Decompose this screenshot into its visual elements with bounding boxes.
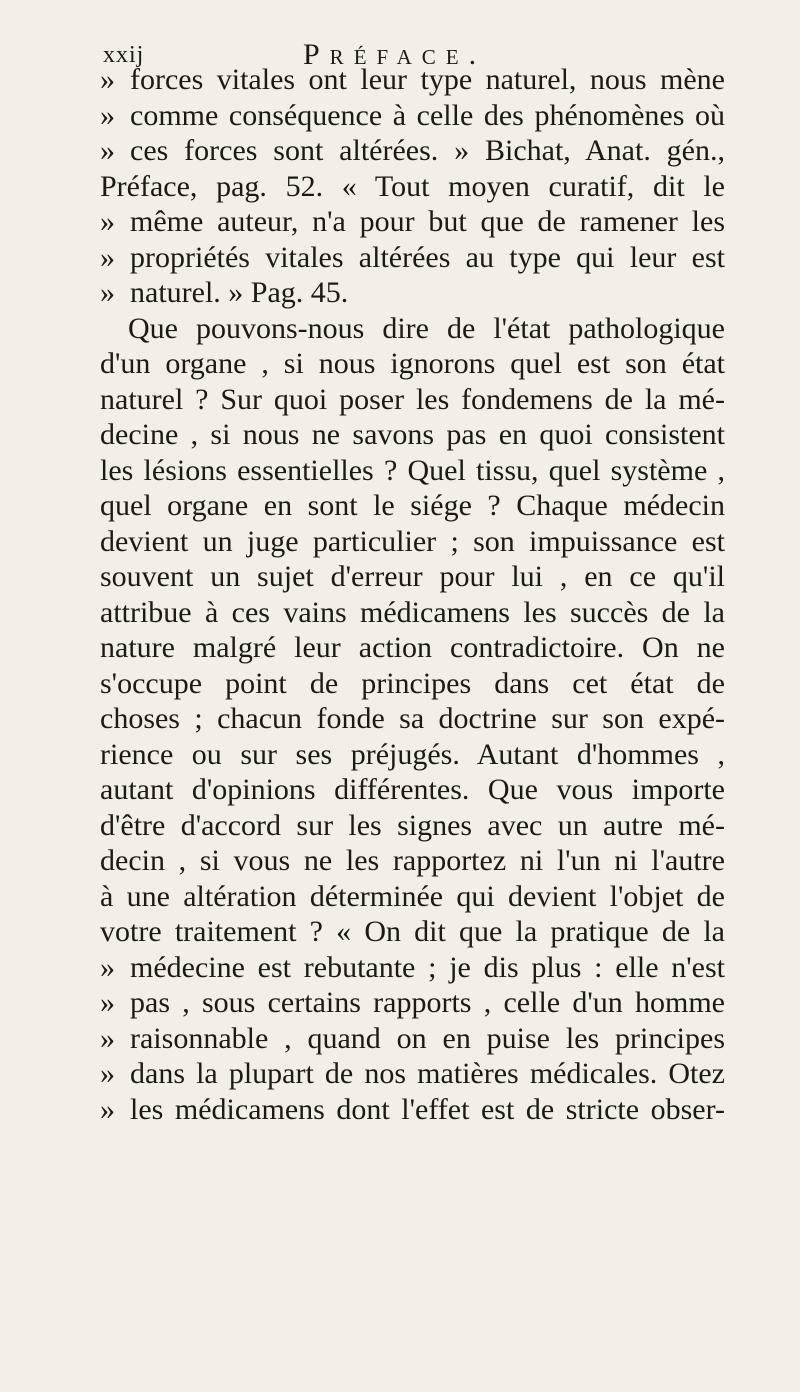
- line-text: raisonnable , quand on en puise les principes: [130, 1021, 725, 1055]
- text-line: d'être d'accord sur les signes avec un autre mé-: [100, 808, 725, 842]
- text-line: à une altération déterminée qui devient l'objet de: [100, 879, 725, 913]
- text-line: souvent un sujet d'erreur pour lui , en ce qu'il: [100, 560, 725, 593]
- quote-mark: »: [100, 205, 115, 238]
- text-line: [100, 1056, 725, 1092]
- quote-mark: »: [100, 276, 115, 309]
- quote-mark: »: [100, 63, 115, 96]
- text-line: decine , si nous ne savons pas en quoi consistent: [100, 418, 725, 451]
- text-line: [100, 1021, 725, 1057]
- text-line: quel organe en sont le siége ? Chaque médecin: [100, 489, 725, 522]
- text-line: votre traitement ? « On dit que la pratique de la: [100, 915, 725, 948]
- line-text: pas , sous certains rapports , celle d'un homme: [130, 986, 725, 1019]
- line-text: comme conséquence à celle des phénomènes où: [130, 98, 725, 132]
- text-line: [100, 133, 725, 169]
- quote-mark: »: [100, 98, 115, 132]
- text-line: [100, 240, 725, 276]
- paragraph-first-line: Que pouvons-nous dire de l'état pathologique: [128, 311, 725, 345]
- text-line: devient un juge particulier ; son impuissance est: [100, 524, 725, 558]
- text-line: [100, 950, 725, 986]
- text-line: autant d'opinions différentes. Que vous importe: [100, 773, 725, 806]
- running-title: Préface.: [303, 38, 487, 71]
- page-number: xxij: [103, 42, 145, 68]
- text-line: attribue à ces vains médicamens les succès de la: [100, 595, 725, 629]
- text-line: naturel ? Sur quoi poser les fondemens de la mé-: [100, 382, 725, 416]
- text-line: choses ; chacun fonde sa doctrine sur son expé-: [100, 702, 725, 735]
- quote-mark: »: [100, 1092, 115, 1126]
- text-line: [100, 62, 725, 98]
- text-line: decin , si vous ne les rapportez ni l'un ni l'autre: [100, 844, 725, 877]
- quote-mark: »: [100, 1021, 115, 1055]
- text-line: [100, 1092, 725, 1128]
- quote-mark: »: [100, 1057, 115, 1090]
- line-text: propriétés vitales altérées au type qui leur est: [130, 240, 725, 274]
- quote-mark: »: [100, 950, 115, 984]
- text-line: s'occupe point de principes dans cet état de: [100, 666, 725, 700]
- text-line: nature malgré leur action contradictoire. On ne: [100, 631, 725, 664]
- quote-mark: »: [100, 986, 115, 1019]
- text-line: les lésions essentielles ? Quel tissu, quel système ,: [100, 453, 725, 487]
- text-line: [100, 204, 725, 240]
- quote-mark: »: [100, 134, 115, 167]
- quote-mark: »: [100, 240, 115, 274]
- line-text: les médicamens dont l'effet est de stricte obser-: [130, 1092, 725, 1126]
- line-text: même auteur, n'a pour but que de ramener les: [130, 205, 725, 238]
- text-line: [100, 985, 725, 1021]
- text-line: rience ou sur ses préjugés. Autant d'hommes ,: [100, 737, 725, 771]
- line-text: forces vitales ont leur type naturel, nous mène: [130, 63, 725, 96]
- text-line: [100, 275, 725, 311]
- text-line: Préface, pag. 52. « Tout moyen curatif, dit le: [100, 169, 725, 203]
- line-text: dans la plupart de nos matières médicales. Otez: [130, 1057, 725, 1090]
- text-line: d'un organe , si nous ignorons quel est son état: [100, 347, 725, 380]
- line-text: naturel. » Pag. 45.: [130, 276, 349, 309]
- text-line: [100, 98, 725, 134]
- body-text: [100, 62, 725, 1127]
- line-text: ces forces sont altérées. » Bichat, Anat. gén.,: [130, 134, 725, 167]
- line-text: médecine est rebutante ; je dis plus : elle n'est: [130, 950, 725, 984]
